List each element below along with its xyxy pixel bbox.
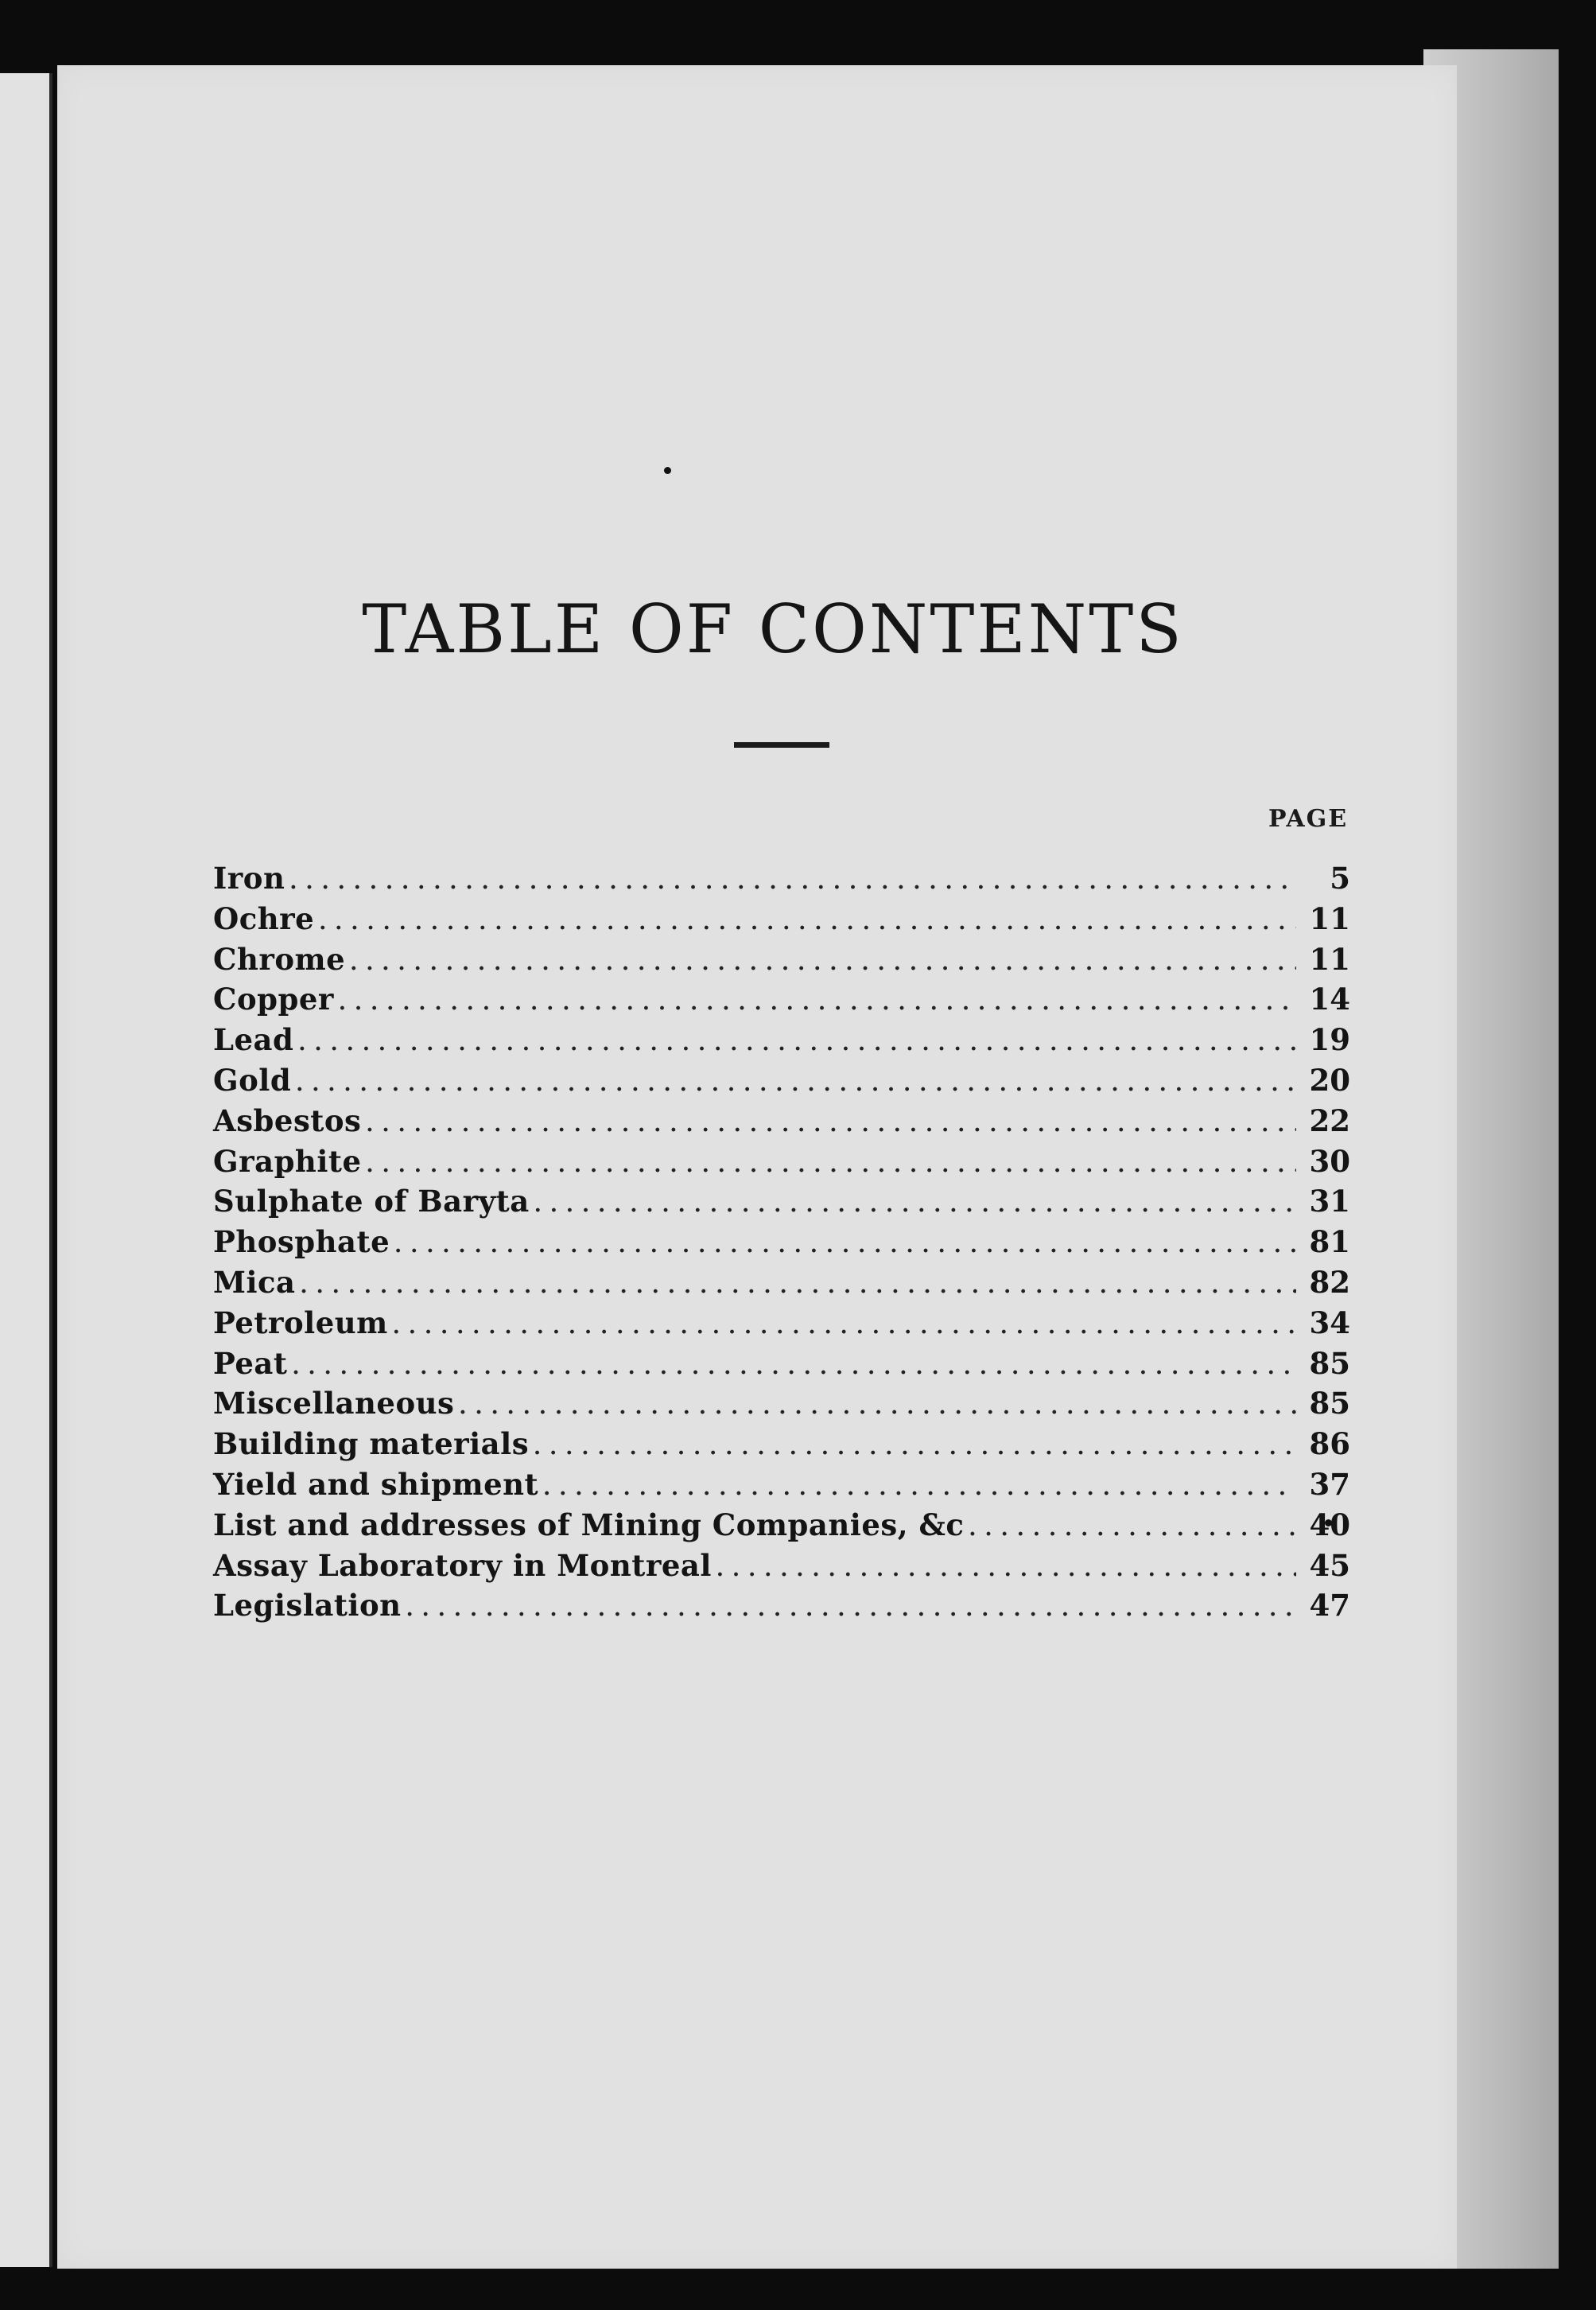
entry-page-number: 30: [1309, 1143, 1350, 1179]
entry-page-number: 11: [1309, 900, 1350, 936]
dot-leader: [319, 911, 1296, 935]
entry-page-number: 22: [1309, 1102, 1350, 1138]
dot-leader: [393, 1315, 1296, 1339]
dot-leader: [394, 1234, 1296, 1258]
toc-entry: [213, 1022, 1350, 1063]
entry-page-number: 86: [1309, 1426, 1350, 1462]
entry-page-number: 85: [1309, 1386, 1350, 1421]
dot-leader: [298, 1032, 1296, 1056]
entry-title: Building materials: [213, 1426, 530, 1462]
dot-leader: [366, 1113, 1296, 1137]
entry-title: Legislation: [213, 1588, 402, 1624]
dot-leader: [406, 1597, 1296, 1621]
dot-leader: [296, 1072, 1296, 1096]
dot-leader: [459, 1395, 1296, 1419]
entry-title: Ochre: [213, 900, 315, 936]
toc-entry: [213, 901, 1350, 942]
entry-page-number: 82: [1309, 1264, 1350, 1300]
page-title: TABLE OF CONTENTS: [362, 590, 1184, 668]
toc-entry: [213, 1548, 1350, 1589]
entry-page-number: 14: [1309, 982, 1350, 1017]
entry-title: Lead: [213, 1022, 294, 1058]
toc-list: [213, 861, 1350, 1628]
entry-title: Chrome: [213, 941, 346, 977]
dot-leader: [289, 870, 1296, 894]
dot-leader: [350, 951, 1296, 975]
entry-page-number: 85: [1309, 1345, 1350, 1381]
entry-page-number: 20: [1309, 1062, 1350, 1098]
entry-page-number: 47: [1309, 1588, 1350, 1624]
dot-leader: [339, 991, 1296, 1015]
entry-title: Gold: [213, 1062, 292, 1098]
toc-entry: [213, 861, 1350, 901]
toc-entry: [213, 1386, 1350, 1426]
toc-entry: [213, 1103, 1350, 1144]
entry-page-number: 19: [1309, 1022, 1350, 1058]
dot-leader: [969, 1517, 1296, 1541]
entry-title: Copper: [213, 982, 334, 1017]
entry-title: Yield and shipment: [213, 1466, 539, 1502]
toc-entry: [213, 942, 1350, 982]
entry-title: Mica: [213, 1264, 296, 1300]
entry-page-number: 11: [1309, 941, 1350, 977]
dot-leader: [534, 1193, 1296, 1217]
entry-page-number: 5: [1330, 861, 1350, 896]
toc-entry: [213, 1265, 1350, 1305]
toc-entry: [213, 1346, 1350, 1386]
dot-leader: [367, 1153, 1296, 1177]
entry-page-number: 37: [1309, 1466, 1350, 1502]
facing-page-edge: [0, 73, 52, 2267]
toc-entry: [213, 1063, 1350, 1103]
entry-title: List and addresses of Mining Companies, &c: [213, 1507, 965, 1542]
entry-title: Phosphate: [213, 1224, 390, 1260]
toc-entry: [213, 1507, 1350, 1548]
entry-title: Graphite: [213, 1143, 362, 1179]
toc-entry: [213, 1305, 1350, 1346]
toc-entry: [213, 1426, 1350, 1467]
entry-title: Petroleum: [213, 1305, 388, 1340]
dot-leader: [301, 1274, 1296, 1298]
book-page: [57, 65, 1457, 2269]
toc-entry: [213, 1588, 1350, 1628]
entry-page-number: 31: [1309, 1184, 1350, 1219]
page-column-header: PAGE: [1268, 805, 1349, 833]
entry-title: Asbestos: [213, 1102, 362, 1138]
dot-leader: [716, 1558, 1296, 1581]
toc-entry: [213, 1184, 1350, 1224]
dot-leader: [543, 1476, 1296, 1500]
entry-page-number: 40: [1309, 1507, 1350, 1542]
toc-entry: [213, 1224, 1350, 1265]
toc-entry: [213, 982, 1350, 1022]
entry-title: Miscellaneous: [213, 1386, 455, 1421]
toc-entry: [213, 1467, 1350, 1507]
entry-page-number: 45: [1309, 1547, 1350, 1583]
dot-leader: [534, 1436, 1296, 1460]
entry-title: Iron: [213, 861, 285, 896]
ink-speck: [664, 467, 671, 474]
entry-page-number: 34: [1309, 1305, 1350, 1340]
dot-leader: [292, 1355, 1296, 1379]
entry-title: Sulphate of Baryta: [213, 1184, 530, 1219]
entry-title: Assay Laboratory in Montreal: [213, 1547, 712, 1583]
title-divider: [734, 742, 829, 748]
entry-title: Peat: [213, 1345, 288, 1381]
entry-page-number: 81: [1309, 1224, 1350, 1260]
toc-entry: [213, 1144, 1350, 1184]
